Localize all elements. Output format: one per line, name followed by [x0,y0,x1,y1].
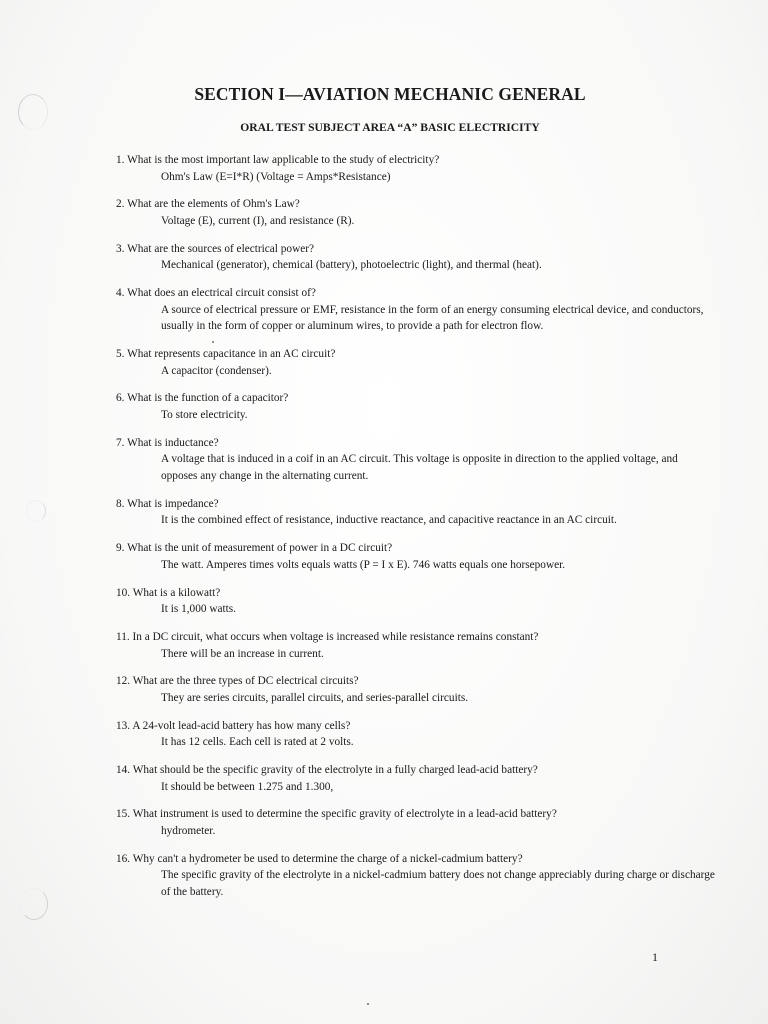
answer-text: hydrometer. [161,825,216,838]
question-item [116,390,716,423]
page-number: 1 [652,950,658,964]
question-text: 10. What is a kilowatt? [116,586,221,599]
question-item [116,718,716,751]
question-item [116,673,716,706]
question-text: 4. What does an electrical circuit consist of? [116,287,316,300]
question-item [116,851,716,901]
question-item [116,196,716,229]
answer-text: A source of electrical pressure or EMF, resistance in the form of an energy consuming electrical device, and conductors, usually in the form of copper or aluminum wires, to provide a path for electron flow. [161,303,704,333]
punch-hole-middle [26,500,46,522]
scan-speck [367,1003,369,1005]
answer-text: It is the combined effect of resistance, inductive reactance, and capacitive reactance in an AC circuit. [161,514,617,527]
answer-text: They are series circuits, parallel circuits, and series-parallel circuits. [161,691,469,704]
question-text: 9. What is the unit of measurement of power in a DC circuit? [116,542,393,555]
question-text: 13. A 24-volt lead-acid battery has how many cells? [116,719,351,732]
document-title: SECTION I—AVIATION MECHANIC GENERAL [194,84,586,104]
question-text: 12. What are the three types of DC electrical circuits? [116,675,359,688]
question-text: 6. What is the function of a capacitor? [116,392,289,405]
question-text: 14. What should be the specific gravity of the electrolyte in a fully charged lead-acid battery? [116,764,538,777]
answer-text: Voltage (E), current (I), and resistance (R). [161,214,355,227]
answer-text: To store electricity. [161,409,248,422]
question-item [116,629,716,662]
question-text: 15. What instrument is used to determine the specific gravity of electrolyte in a lead-acid battery? [116,808,557,821]
question-item [116,585,716,618]
question-item [116,540,716,573]
answer-text: A voltage that is induced in a coif in an AC circuit. This voltage is opposite in direction to the applied voltage, and opposes any change in the alternating current. [161,453,678,483]
answer-text: It has 12 cells. Each cell is rated at 2 volts. [161,736,354,749]
question-item [116,285,716,335]
punch-hole-bottom [20,888,48,920]
answer-text: Ohm's Law (E=I*R) (Voltage = Amps*Resistance) [161,170,391,183]
question-item [116,435,716,485]
answer-text: The specific gravity of the electrolyte in a nickel-cadmium battery does not change appreciably during charge or discharge of the battery. [161,869,715,898]
answer-text: The watt. Amperes times volts equals watts (P = I x E). 746 watts equals one horsepower. [161,558,566,571]
question-item [116,496,716,529]
question-item [116,152,716,185]
question-text: 11. In a DC circuit, what occurs when voltage is increased while resistance remains constant? [116,630,539,643]
answer-text: A capacitor (condenser). [161,364,272,377]
answer-text: It is 1,000 watts. [161,603,236,616]
question-text: 5. What represents capacitance in an AC circuit? [116,348,336,361]
answer-text: There will be an increase in current. [161,647,324,660]
answer-text: It should be between 1.275 and 1.300, [161,780,334,793]
question-text: 2. What are the elements of Ohm's Law? [116,198,300,211]
document-subtitle: ORAL TEST SUBJECT AREA “A” BASIC ELECTRICITY [240,121,540,134]
answer-text: Mechanical (generator), chemical (battery), photoelectric (light), and thermal (heat). [161,259,542,272]
question-item [116,346,716,379]
question-text: 8. What is impedance? [116,497,219,510]
question-item [116,762,716,795]
question-text: 3. What are the sources of electrical power? [116,242,315,255]
question-text: 16. Why can't a hydrometer be used to determine the charge of a nickel-cadmium battery? [116,852,523,865]
question-item [116,241,716,274]
question-text: 7. What is inductance? [116,436,219,449]
question-item [116,806,716,839]
question-list [116,152,716,912]
question-text: 1. What is the most important law applicable to the study of electricity? [116,154,440,166]
